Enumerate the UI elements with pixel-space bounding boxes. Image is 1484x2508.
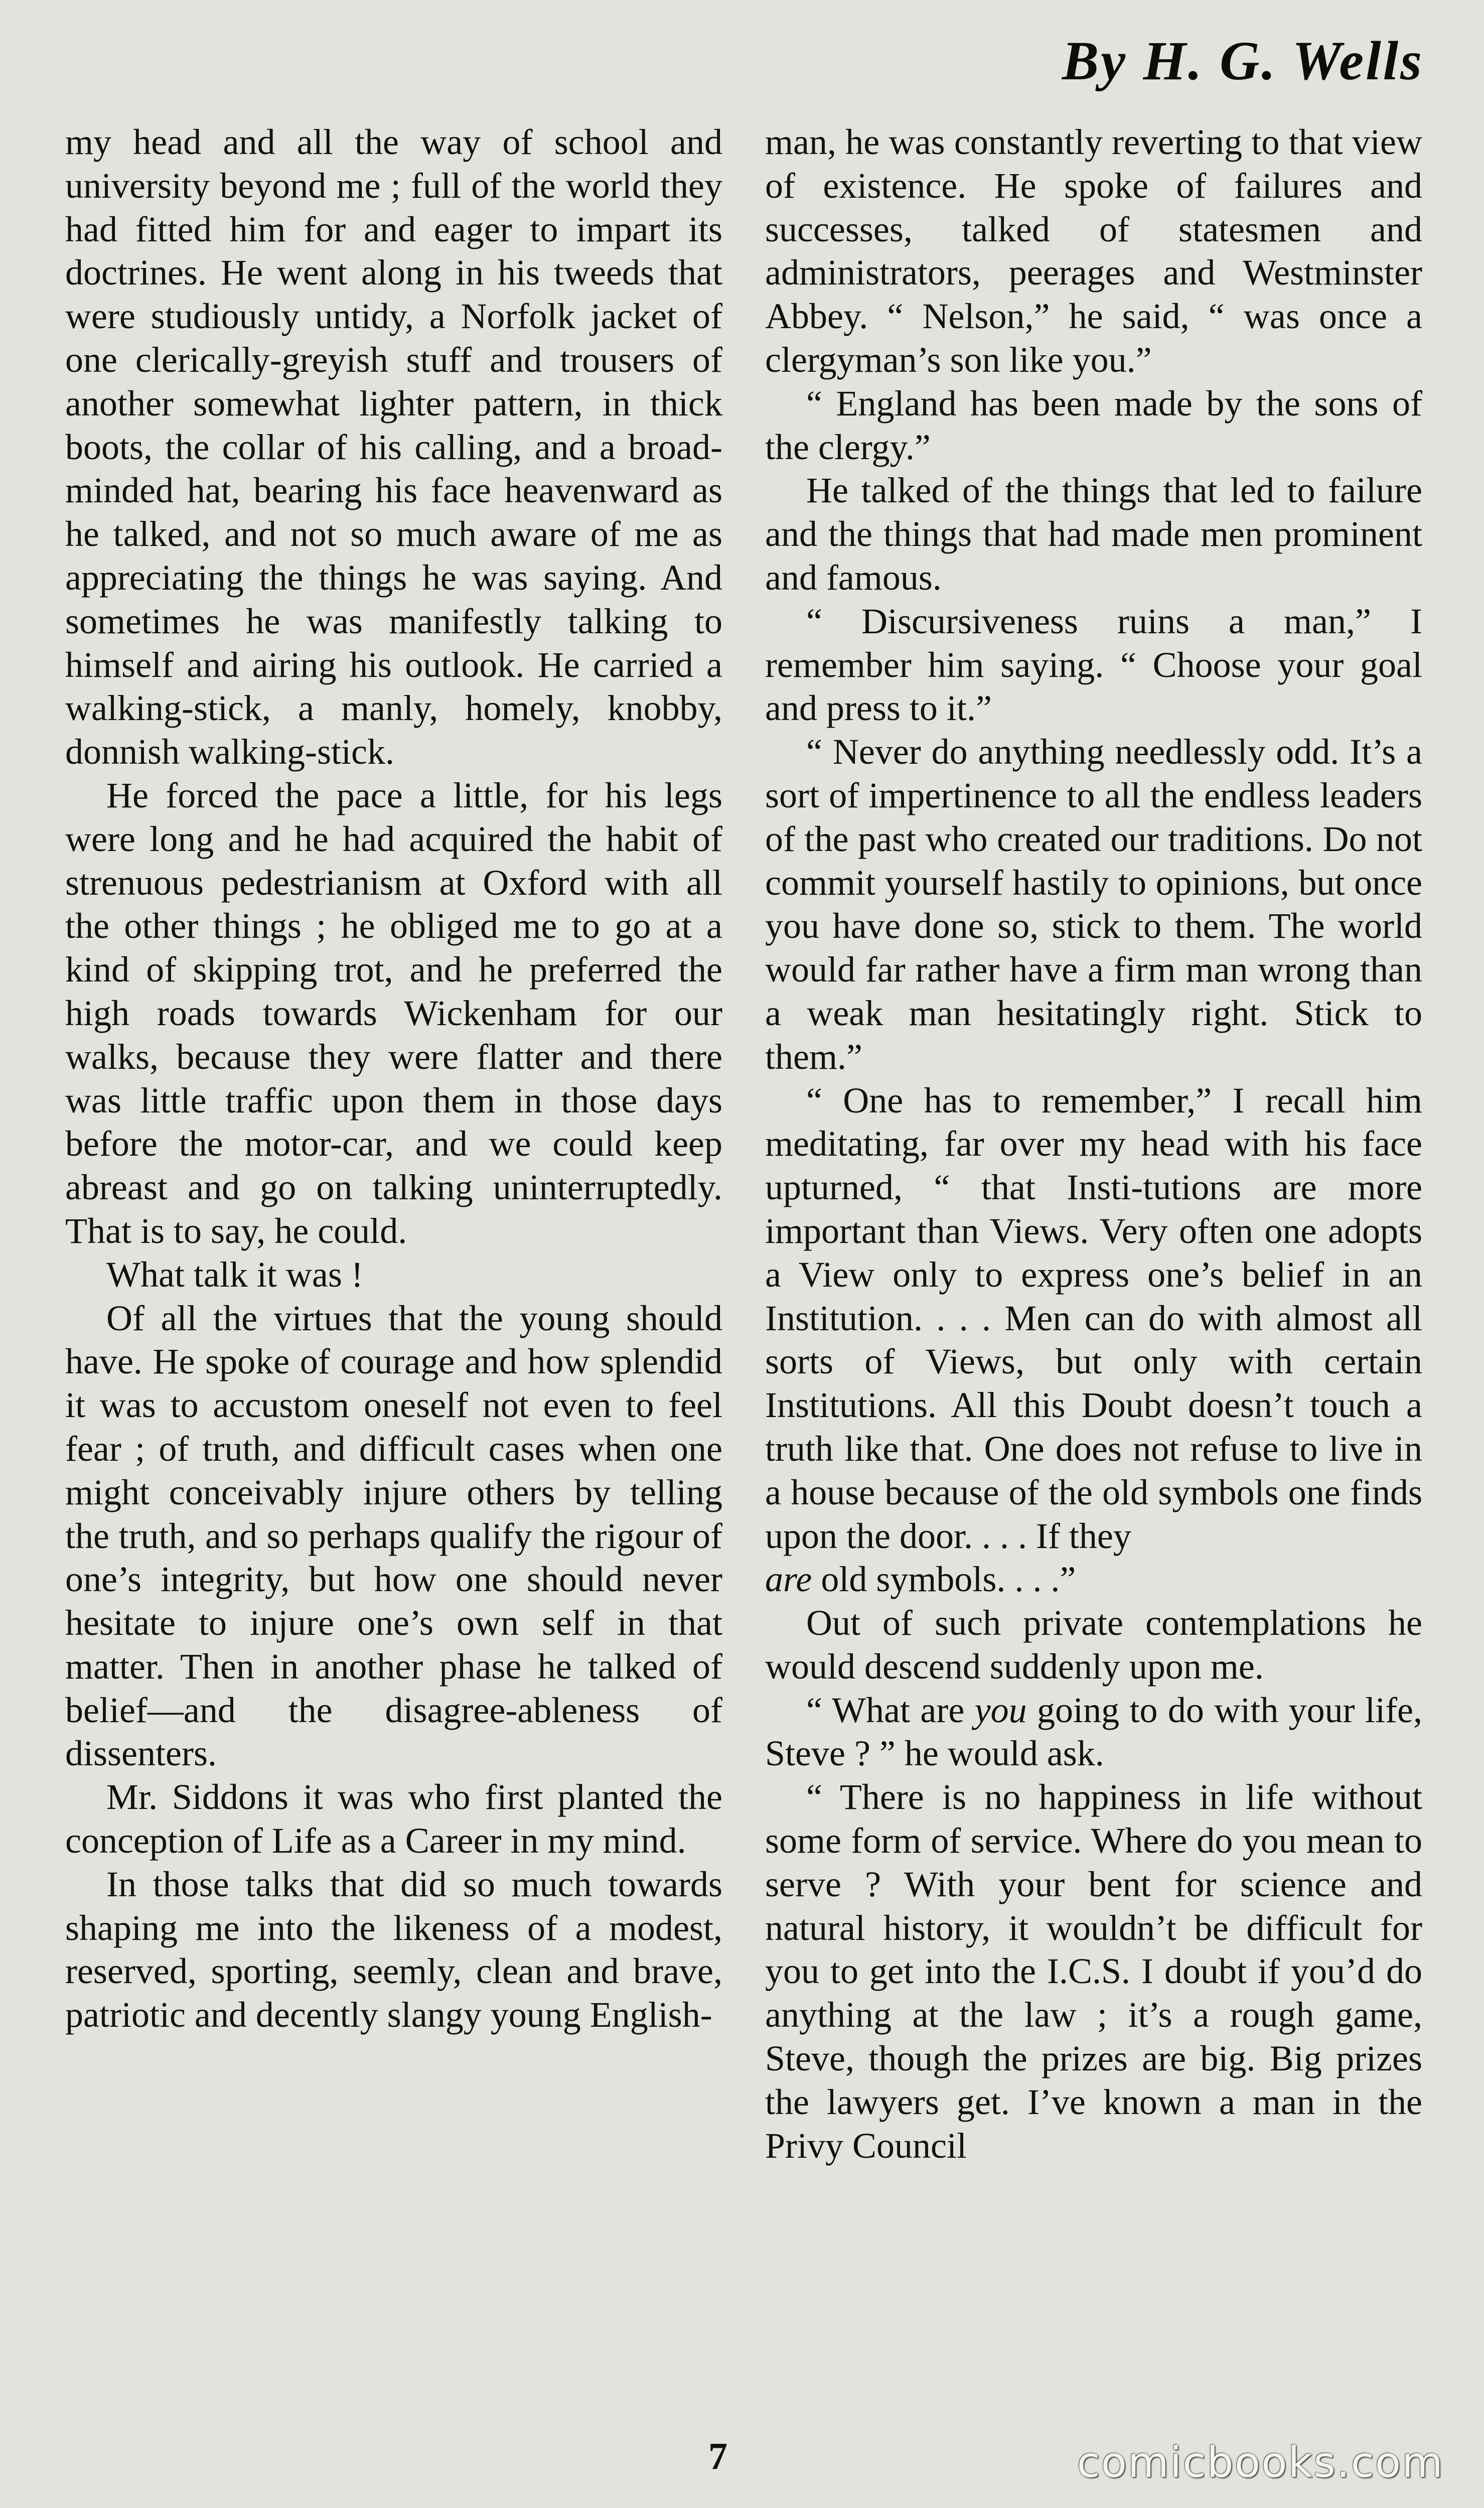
paragraph: “ England has been made by the sons of the clergy.” (765, 383, 1422, 467)
paragraph: man, he was constantly reverting to that view of existence. He spoke of failures and successes, talked of statesmen and administrators, peerages and Westminster Abbey. “ Nelson,” he said, “ was once a clergyman’s son like you.” (765, 122, 1422, 380)
paragraph (765, 1079, 1422, 1602)
page-number: 7 (708, 2435, 727, 2477)
paragraph-text: “ What are (806, 1690, 975, 1730)
paragraph: “ Never do anything needlessly odd. It’s a sort of impertinence to all the endless leaders of the past who created our traditions. Do not commit yourself hastily to opinions, but once you have done so, stick to them. The world would far rather have a firm man wrong than a weak man hesitatingly right. Stick to them.” (765, 732, 1422, 1077)
right-column (765, 120, 1422, 2167)
author-byline: By H. G. Wells (1062, 30, 1424, 91)
paragraph-text: old symbols. . . .” (812, 1559, 1076, 1600)
paragraph-text: “ One has to remember,” I recall him meditating, far over my head with his face upturned, “ that Insti-tutions are more important than Views. Very often one adopts a View only to express one’s belief in an Institution. . . . Men can do with almost all sorts of Views, but only with certain Institutions. All this Doubt doesn’t touch a truth like that. One does not refuse to live in a house because of the old symbols one finds upon the door. . . . If they (765, 1080, 1422, 1556)
paragraph: What talk it was ! (106, 1254, 363, 1295)
paragraph: my head and all the way of school and university beyond me ; full of the world they had fitted him for and eager to impart its doctrines. He went along in his tweeds that were studiously untidy, a Norfolk jacket of one clerically-greyish stuff and trousers of another somewhat lighter pattern, in thick boots, the collar of his calling, and a broad-minded hat, bearing his face heavenward as he talked, and not so much aware of me as appreciating the things he was saying. And sometimes he was manifestly talking to himself and airing his outlook. He carried a walking-stick, a manly, homely, knobby, donnish walking-stick. (65, 122, 722, 772)
paragraph: In those talks that did so much towards shaping me into the likeness of a modest, reserved, sporting, seemly, clean and brave, patriotic and decently slangy young English- (65, 1864, 722, 2035)
italic-emphasis: are (765, 1559, 812, 1600)
site-watermark: comicbooks.com (1077, 2438, 1444, 2487)
paragraph: He talked of the things that led to failure and the things that had made men prominent and famous. (765, 470, 1422, 598)
paragraph: “ Discursiveness ruins a man,” I remember him saying. “ Choose your goal and press to it.” (765, 601, 1422, 729)
paragraph: Out of such private contemplations he would descend suddenly upon me. (765, 1603, 1422, 1687)
paragraph: Mr. Siddons it was who first planted the conception of Life as a Career in my mind. (65, 1777, 722, 1861)
left-column (65, 120, 722, 2037)
paragraph (765, 1689, 1422, 1776)
paragraph: “ There is no happiness in life without some form of service. Where do you mean to serve ? With your bent for science and natural history, it wouldn’t be difficult for you to get into the I.C.S. I doubt if you’d do anything at the law ; it’s a rough game, Steve, though the prizes are big. Big prizes the lawyers get. I’ve known a man in the Privy Council (765, 1777, 1422, 2166)
paragraph: He forced the pace a little, for his legs were long and he had acquired the habit of strenuous pedestrianism at Oxford with all the other things ; he obliged me to go at a kind of skipping trot, and he preferred the high roads towards Wickenham for our walks, because they were flatter and there was little traffic upon them in those days before the motor-car, and we could keep abreast and go on talking uninterruptedly. That is to say, he could. (65, 775, 722, 1251)
paragraph: Of all the virtues that the young should have. He spoke of courage and how splendid it was to accustom oneself not even to feel fear ; of truth, and difficult cases when one might conceivably injure others by telling the truth, and so perhaps qualify the rigour of one’s integrity, but how one should never hesitate to injure one’s own self in that matter. Then in another phase he talked of belief—and the disagree-ableness of dissenters. (65, 1298, 722, 1774)
italic-emphasis: you (974, 1690, 1027, 1730)
paragraph-text: going to do with your life, Steve ? ” he would ask. (765, 1690, 1423, 1774)
